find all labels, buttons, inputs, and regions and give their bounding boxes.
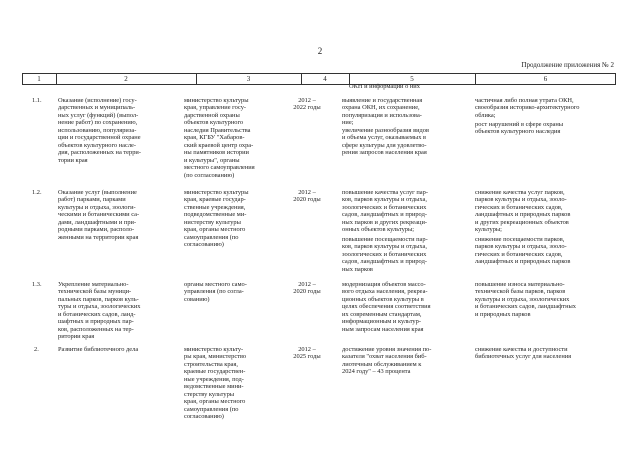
row-number: 1.1. bbox=[32, 97, 42, 104]
row-executor: министерство культуры края, краевые государ- ственные учреждения, подведомственные ми- нистерству культуры края, органы местного самоуправления (по согласованию) bbox=[184, 189, 249, 249]
row-risk-2: рост нарушений в сфере охраны объектов культурного наследия bbox=[475, 121, 564, 136]
carry-over-text: ОКН и информации о них bbox=[349, 83, 420, 90]
row-task: Оказание услуг (выполнение работ) парками, парками культуры и отдыха, зоологи- ческими и ботаническими са- дами, ландшафтными и при- родными парками, располо- женными на территории края bbox=[58, 189, 140, 241]
row-executor: министерство культуры края, управление госу- дарственной охраны объектов культурного наследия Правительства края, КГБУ "Хабаров- ский краевой центр охра- ны памятников истории и культуры", органы местного самоуправления (по согласованию) bbox=[184, 97, 255, 179]
row-task: Развитие библиотечного дела bbox=[58, 346, 139, 353]
row-risk: снижение качества услуг парков, парков культуры и отдыха, зооло- гических и ботанических садов, ландшафтных и природных парков и других рекреационных объектов культуры; bbox=[475, 189, 571, 234]
row-result: модернизация объектов массо- вого отдыха населения, рекреа- ционных объектов культуры в целях обеспечения соответствия их современным стандартам, информационным и культур- ным запросам населения края bbox=[342, 281, 431, 333]
row-number: 2. bbox=[34, 346, 39, 353]
row-number: 1.3. bbox=[32, 281, 42, 288]
row-risk: повышение износа материально- технической базы парков, парков культуры и отдыха, зоологических и ботанических садов, ландшафтных и природных парков bbox=[475, 281, 576, 318]
row-task: Укрепление материально- технической базы муници- пальных парков, парков куль- туры и отдыха, зоологических и ботанических садов, ланд- шафтных и природных пар- ков, расположенных на тер- ритории края bbox=[58, 281, 141, 341]
row-period: 2012 – 2020 годы bbox=[293, 281, 321, 296]
row-risk: частичная либо полная утрата ОКН, своеобразия историко-архитектурного облика; bbox=[475, 97, 580, 119]
row-task: Оказание (исполнение) госу- дарственных и муниципаль- ных услуг (функций) (выпол- нение работ) по сохранению, использованию, популяриза- ции и государственной охране объектов культурного насле- дия, расположенных на терри- тории края bbox=[58, 97, 141, 164]
row-result: достижение уровня значения по- казателя "охват населения биб- лиотечным обслуживанием к 2024 году" – 43 процента bbox=[342, 346, 432, 376]
header-col-6: 6 bbox=[543, 75, 548, 83]
row-period: 2012 – 2020 годы bbox=[293, 189, 321, 204]
row-executor: министерство культу- ры края, министерство строительства края, краевые государствен- ные учреждения, под- ведомственные мини- стерству культуры края, органы местного самоуправления (по согласованию) bbox=[184, 346, 247, 421]
row-executor: органы местного само- управления (по согла- сованию) bbox=[184, 281, 247, 303]
row-result-2: увеличение разнообразия видов и объема услуг, оказываемых в сфере культуры для удовлетво- рения запросов населения края bbox=[342, 127, 429, 157]
row-result: повышение качества услуг пар- ков, парков культуры и отдыха, зоологических и ботанических садов, ландшафтных и природ- ных парков и других рекреаци- онных объектов культуры; bbox=[342, 189, 428, 234]
header-col-4: 4 bbox=[323, 75, 327, 83]
continuation-note: Продолжение приложения № 2 bbox=[521, 61, 614, 69]
header-col-5: 5 bbox=[410, 75, 414, 83]
row-period: 2012 – 2022 годы bbox=[293, 97, 321, 112]
row-number: 1.2. bbox=[32, 189, 42, 196]
table-header bbox=[22, 73, 616, 85]
row-risk: снижение качества и доступности библиотечных услуг для населения bbox=[475, 346, 572, 361]
header-col-3: 3 bbox=[246, 75, 251, 83]
row-risk-2: снижение посещаемости парков, парков культуры и отдыха, зооло- гических и ботанических садов, ландшафтных и природных парков bbox=[475, 236, 571, 266]
row-result-2: повышение посещаемости пар- ков, парков культуры и отдыха, зоологических и ботанических садов, ландшафтных и природ- ных парков bbox=[342, 236, 428, 273]
header-col-2: 2 bbox=[124, 75, 128, 83]
header-col-1: 1 bbox=[37, 75, 41, 83]
row-period: 2012 – 2025 годы bbox=[293, 346, 321, 361]
row-result: выявление и государственная охрана ОКН, их сохранение, популяризация и использова- ние; bbox=[342, 97, 423, 127]
page-number: 2 bbox=[317, 46, 323, 56]
